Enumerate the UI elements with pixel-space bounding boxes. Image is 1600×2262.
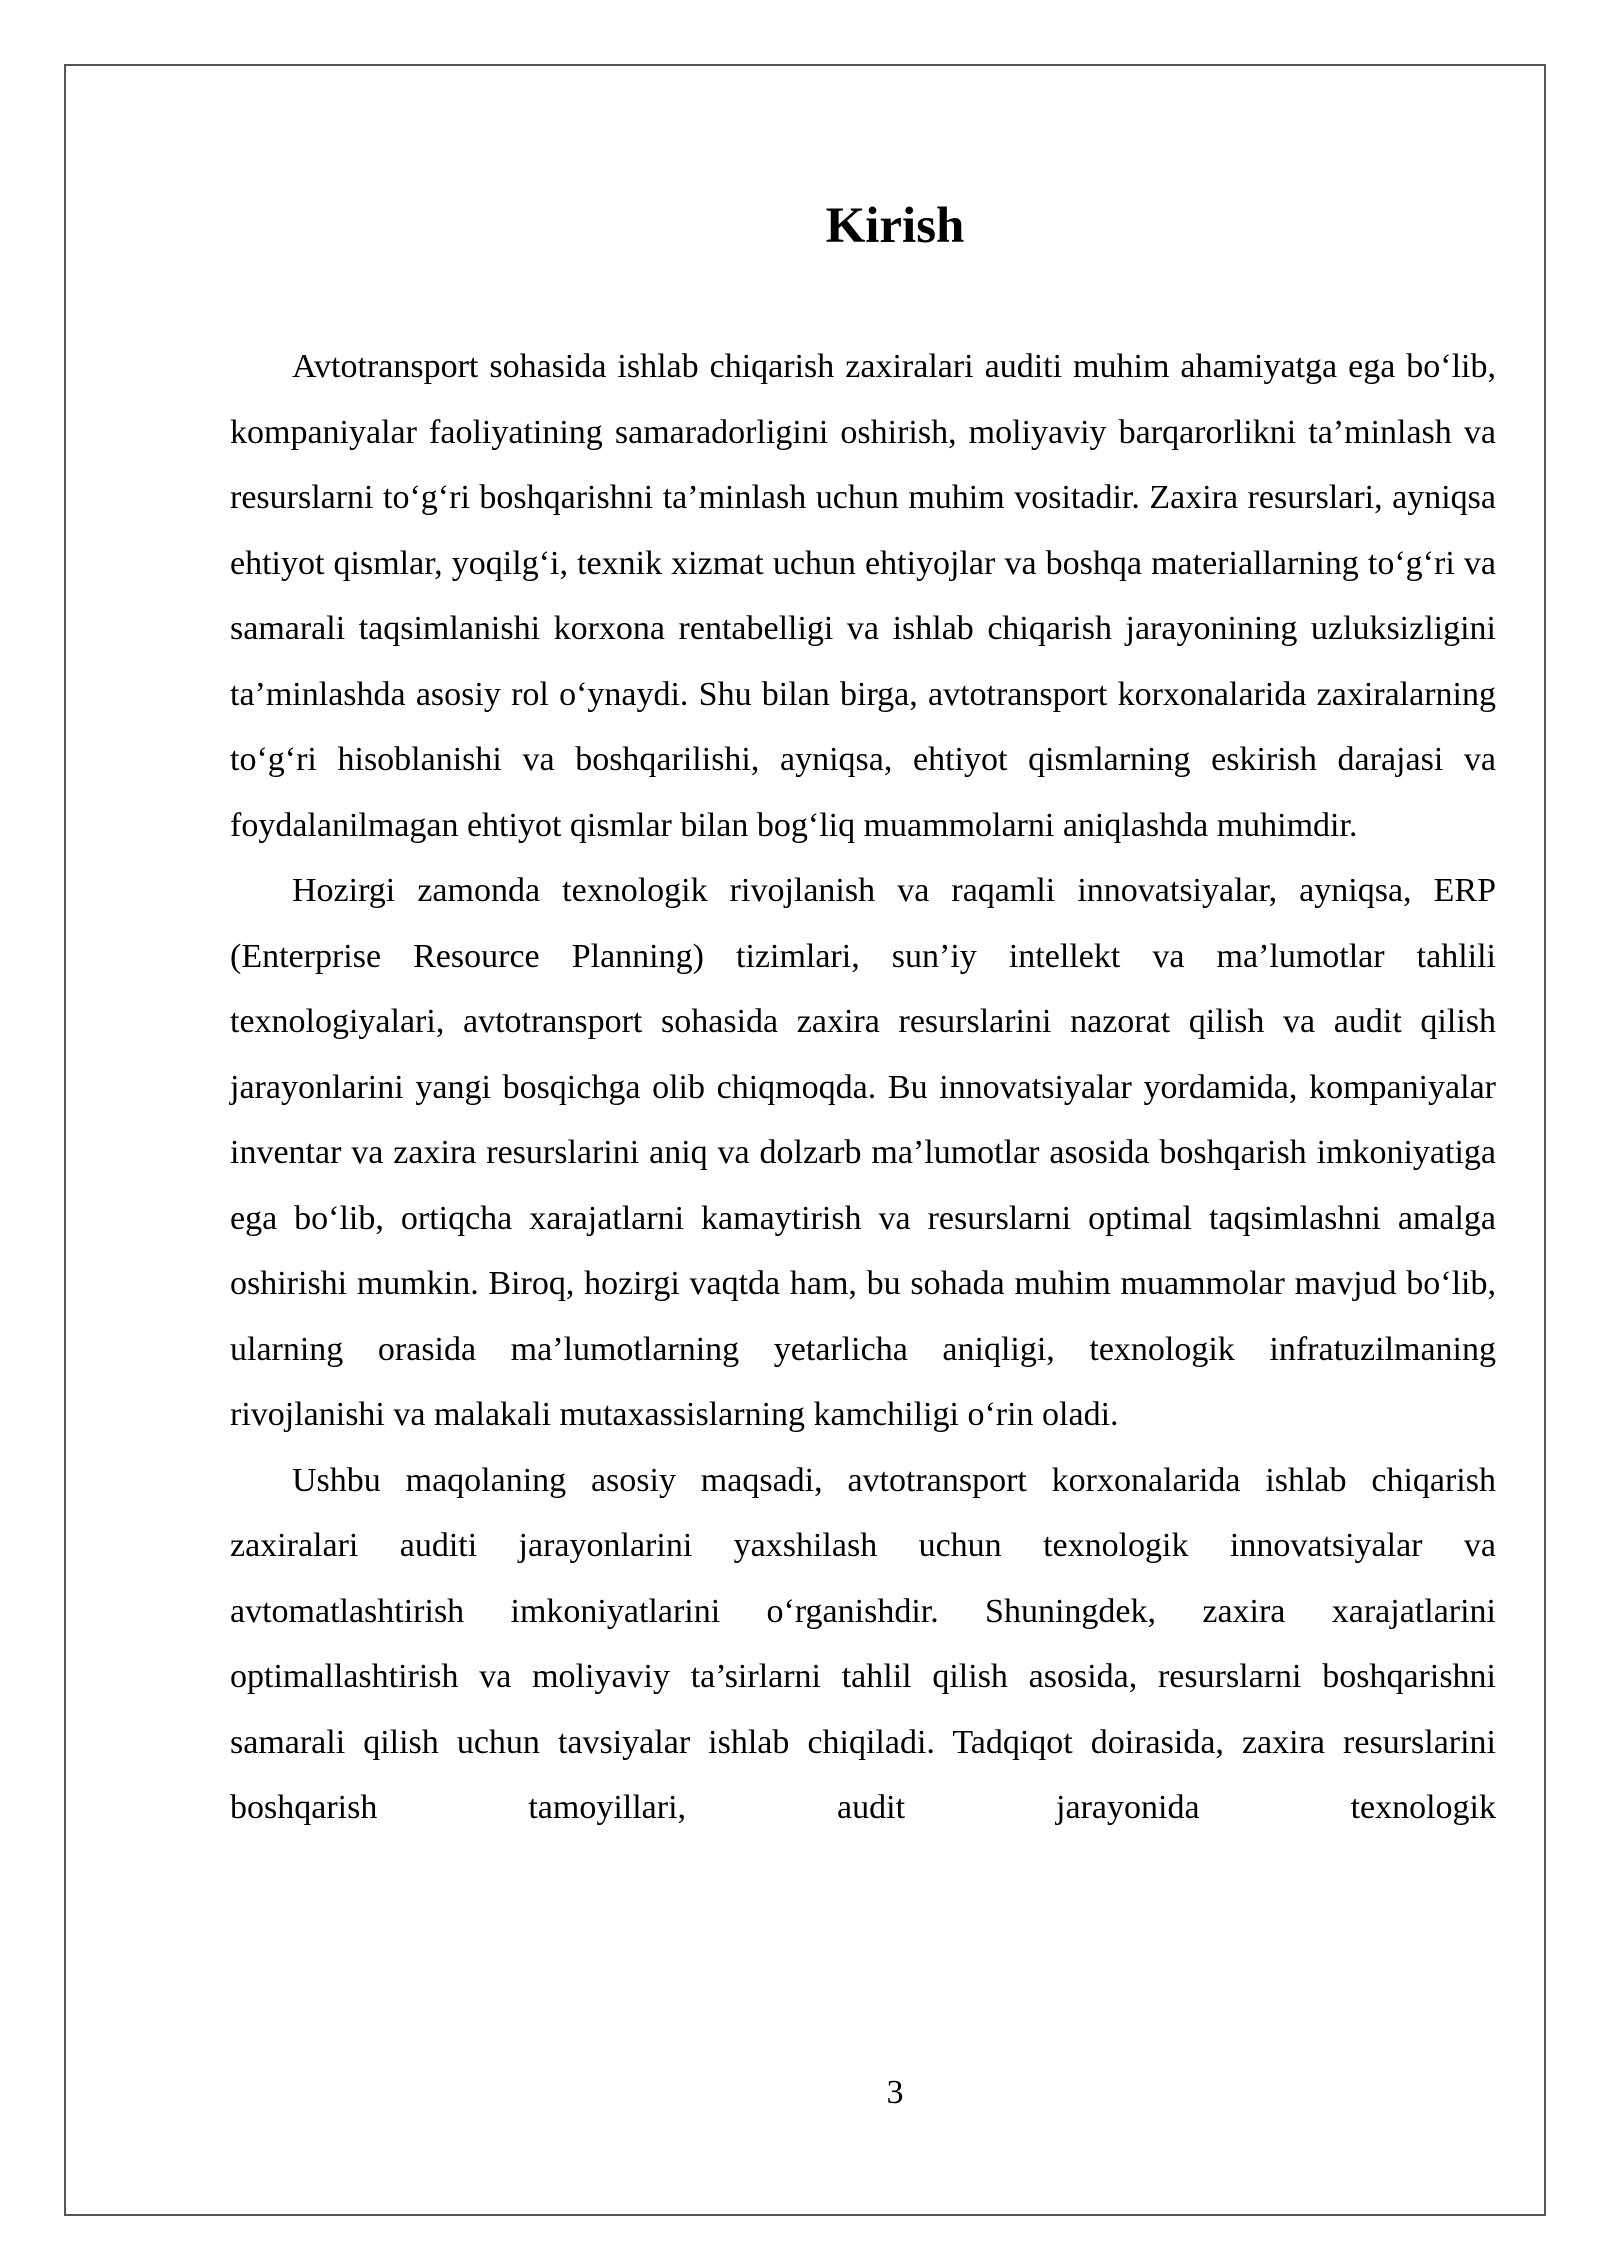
paragraph-1: Avtotransport sohasida ishlab chiqarish zaxiralari auditi muhim ahamiyatga ega bo‘lib, kompaniyalar faoliyatining samaradorligini oshirish, moliyaviy barqarorlikni ta’minlash va resurslarni to‘g‘ri boshqarishni ta’minlash uchun muhim vositadir. Zaxira resurslari, ayniqsa ehtiyot qismlar, yoqilg‘i, texnik xizmat uchun ehtiyojlar va boshqa materiallarning to‘g‘ri va samarali taqsimlanishi korxona rentabelligi va ishlab chiqarish jarayonining uzluksizligini ta’minlashda asosiy rol o‘ynaydi. Shu bilan birga, avtotransport korxonalarida zaxiralarning to‘g‘ri hisoblanishi va boshqarilishi, ayniqsa, ehtiyot qismlarning eskirish darajasi va foydalanilmagan ehtiyot qismlar bilan bog‘liq muammolarni aniqlashda muhimdir. [230, 348, 1496, 844]
paragraph-2: Hozirgi zamonda texnologik rivojlanish va raqamli innovatsiyalar, ayniqsa, ERP (Enterprise Resource Planning) tizimlari, sun’iy intellekt va ma’lumotlar tahlili texnologiyalari, avtotransport sohasida zaxira resurslarini nazorat qilish va audit qilish jarayonlarini yangi bosqichga olib chiqmoqda. Bu innovatsiyalar yordamida, kompaniyalar inventar va zaxira resurslarini aniq va dolzarb ma’lumotlar asosida boshqarish imkoniyatiga ega bo‘lib, ortiqcha xarajatlarni kamaytirish va resurslarni optimal taqsimlashni amalga oshirishi mumkin. Biroq, hozirgi vaqtda ham, bu sohada muhim muammolar mavjud bo‘lib, ularning orasida ma’lumotlarning yetarlicha aniqligi, texnologik infratuzilmaning rivojlanishi va malakali mutaxassislarning kamchiligi o‘rin oladi. [230, 872, 1496, 1433]
page-number: 3 [886, 2074, 904, 2111]
body-text [230, 334, 1496, 1841]
paragraph-3: Ushbu maqolaning asosiy maqsadi, avtotransport korxonalarida ishlab chiqarish zaxiralari auditi jarayonlarini yaxshilash uchun texnologik innovatsiyalar va avtomatlashtirish imkoniyatlarini o‘rganishdir. Shuningdek, zaxira xarajatlarini optimallashtirish va moliyaviy ta’sirlarni tahlil qilish asosida, resurslarni boshqarishni samarali qilish uchun tavsiyalar ishlab chiqiladi. Tadqiqot doirasida, zaxira resurslarini boshqarish tamoyillari, audit jarayonida texnologik [230, 1461, 1496, 1826]
page-title: Kirish [825, 198, 965, 254]
